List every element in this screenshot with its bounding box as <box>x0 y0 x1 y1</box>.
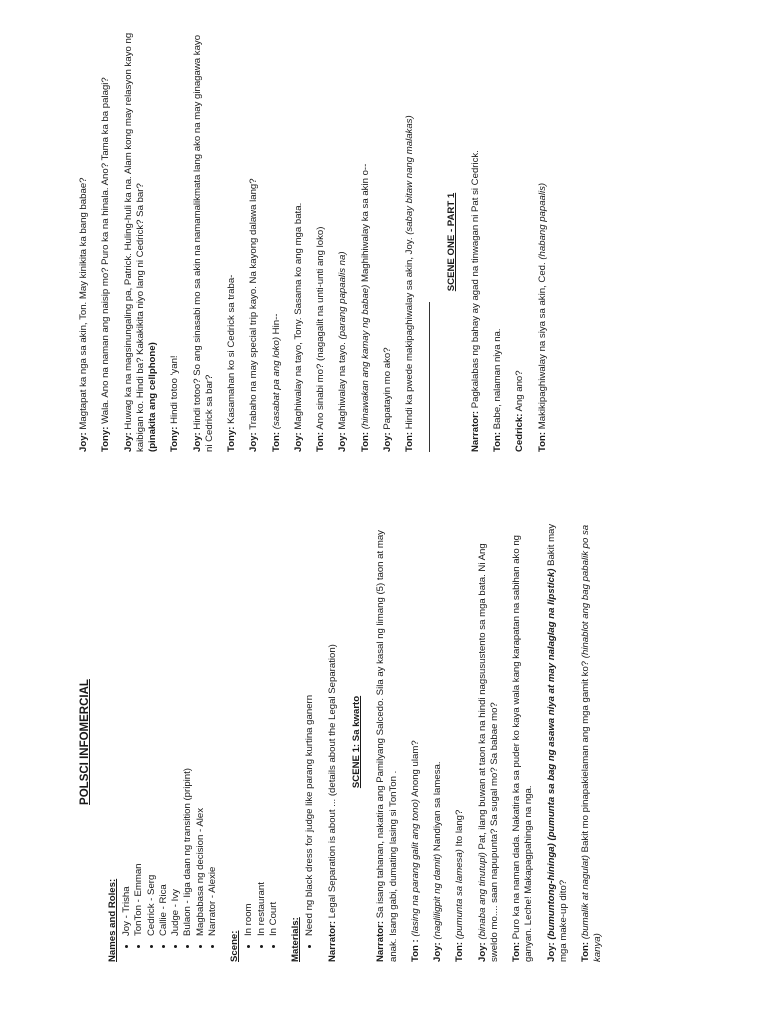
dialogue-line <box>360 32 372 452</box>
role-item: • Bulaon - Iiga daan ng transition (pripint) <box>182 522 194 936</box>
dialogue-line <box>315 32 327 452</box>
left-column <box>78 522 768 962</box>
line-text: Maghiwalay na tayo, Tony. Sasama ko ang mga bata. <box>292 202 304 433</box>
dialogue-line <box>337 32 349 452</box>
speaker: Ton: <box>404 431 416 452</box>
dialogue-line <box>511 522 536 962</box>
dialogue-line <box>477 522 502 962</box>
stage-direction: (sasabat pa ang loko) <box>270 336 282 432</box>
line-text: Ito lang? <box>454 809 466 850</box>
scene-one-part-1-heading: SCENE ONE - PART 1 <box>445 192 457 292</box>
speaker: Joy: <box>78 432 89 452</box>
dialogue-line <box>514 32 526 452</box>
speaker: Joy: <box>545 942 557 962</box>
line-text: Hindi ka pwede makipaghiwalay sa akin, Joy. <box>404 237 416 432</box>
role-item: • Narrator - Alexie <box>207 522 219 936</box>
separator-line <box>429 302 430 452</box>
line-text: Pagkalabas ng bahay ay agad na tinwagan ni Pat si Cedrick. <box>469 150 481 411</box>
scene-list <box>243 522 280 962</box>
speaker: Cedrick: <box>514 413 526 452</box>
scene-item: • In room <box>243 522 255 936</box>
line-text: Legal Separation is about ... (details about the Legal Separation) <box>326 644 338 921</box>
dialogue-line <box>78 32 90 452</box>
speaker: Ton: <box>511 941 523 962</box>
dialogue-line <box>470 32 482 452</box>
scene-header: Scene: <box>229 930 241 962</box>
speaker: Ton: <box>270 431 282 452</box>
line-text: Wala. Ano na naman ang naisip mo? Puro ka na hinala. Ano? Tama ka ba palagi? <box>100 77 112 427</box>
dialogue-line <box>100 32 112 452</box>
dialogue-line <box>454 522 466 962</box>
line-text: Hindi totoo 'yan! <box>169 355 181 427</box>
speaker: Joy: <box>191 432 203 452</box>
dialogue-line <box>375 522 400 962</box>
line-text: Trabaho na may special trip kayo. Na kayong dalawa lang? <box>248 178 260 433</box>
stage-direction: (sabay bitaw nang malakas) <box>404 115 416 238</box>
line-text: Hindi totoo? So ang sinasabi mo sa akin na namamalikmata lang ako na may ginagawa kayo ni Cedrick sa bar? <box>191 34 215 452</box>
line-text: Makikipaghiwalay na siya sa akin, Ced. <box>536 262 548 432</box>
speaker: Tony: <box>226 426 238 452</box>
stage-direction: (bumuntong-hininga) (pumunta sa bag ng asawa niya at may nalaglag na lipstick) <box>545 568 557 943</box>
dialogue-line <box>248 32 260 452</box>
scene-1-heading: SCENE 1: Sa kwarto <box>350 695 362 789</box>
speaker: Joy: <box>122 432 134 452</box>
speaker: Narrator: <box>326 920 338 962</box>
stage-direction: (hinawakan ang kamay ng babae) <box>359 284 371 432</box>
speaker: Ton: <box>359 431 371 452</box>
role-item: • Callie - Rica <box>158 522 170 936</box>
line-text: Puro ka na naman dada. Nakatira ka sa puder ko kaya wala kang karapatan na sabihan ako ng ganyan. Leche! Makapagpahinga na nga. <box>511 534 535 962</box>
speaker: Ton: <box>536 431 548 452</box>
speaker: Joy: <box>432 942 444 962</box>
dialogue-line <box>382 32 394 452</box>
line-text: Maghiwalay na tayo. <box>337 342 349 433</box>
line-text: Bakit may mga make-up dito? <box>545 523 569 962</box>
stage-direction: (habang papaalis) <box>536 182 548 263</box>
role-item: • Magbabasa ng decision - Alex <box>195 522 207 936</box>
dialogue-line <box>492 32 504 452</box>
dialogue-line <box>293 32 305 452</box>
role-item: • Joy - Trisha <box>121 522 133 936</box>
line-text: Sa isang tahanan, nakatira ang Pamilyang Salcedo. Sila ay kasal ng limang (5) taon at may anak. Isang gabi, dumating lasing si TonTon . <box>375 530 399 962</box>
scene-item: • In restaurant <box>256 522 268 936</box>
stage-direction: (binaba ang tinutupi) <box>476 852 488 943</box>
line-text: Hin-- <box>270 313 282 337</box>
line-text: Bakit mo pinapakielaman ang mga gamit ko? <box>580 660 592 855</box>
speaker: Narrator: <box>469 410 481 452</box>
line-text: Nandiyan sa lamesa. <box>432 761 444 854</box>
narrator-intro <box>327 522 339 962</box>
line-text: Huwag ka na magsinungaling pa, Patrick. Huling-huli ka na. Alam kong may relasyon kayo ng kaibigan ko. Hindi ba? Kakakikita niyo lang ni Cedrick? Sa bar? <box>122 32 146 452</box>
role-item: • TonTon - Emman <box>133 522 145 936</box>
dialogue-line <box>226 32 238 452</box>
materials-header: Materials: <box>290 917 302 962</box>
speaker: Ton: <box>580 941 592 962</box>
materials-list <box>304 522 316 962</box>
stage-direction: (hinablot ang bag pabalik po sa kanya) <box>580 524 604 962</box>
line-text: Anong ulam? <box>409 740 421 799</box>
material-item: • Need ng black dress for judge like parang kurtina ganern <box>304 522 316 936</box>
speaker: Joy: <box>381 432 393 452</box>
dialogue-line <box>432 522 444 962</box>
speaker: Joy: <box>248 432 260 452</box>
right-column <box>78 32 768 452</box>
dialogue-line <box>404 32 416 452</box>
speaker: Ton : <box>409 939 421 962</box>
roles-header: Names and Roles: <box>106 878 118 962</box>
stage-direction: (lasing na parang galit ang tono) <box>409 798 421 940</box>
dialogue-line <box>580 522 605 962</box>
role-item: • Cedrick - Serg <box>146 522 158 936</box>
line-text: Maghihiwalay ka sa akin o-- <box>359 163 371 285</box>
line-text: Babe, nalaman niya na. <box>492 328 504 432</box>
speaker: Tony: <box>100 426 112 452</box>
speaker: Joy: <box>476 942 488 962</box>
dialogue-line <box>169 32 181 452</box>
speaker: Ton: <box>315 431 327 452</box>
stage-direction: (bumalik at nagulat) <box>580 855 592 942</box>
speaker: Joy: <box>337 432 349 452</box>
dialogue-line <box>271 32 283 452</box>
speaker: Tony: <box>169 426 181 452</box>
roles-list <box>121 522 219 962</box>
stage-direction: (pumunta sa lamesa) <box>454 849 466 942</box>
line-text: Papatayin mo ako? <box>381 347 393 433</box>
line-text: Pat, ilang buwan at taon ka na hindi nagsusustento sa mga bata. Ni Ang sweldo mo.... saan napupunta? Sa sugal mo? Sa babae mo? <box>476 543 500 962</box>
speaker: Ton: <box>492 431 504 452</box>
speaker: Ton: <box>454 941 466 962</box>
dialogue-line <box>537 32 549 452</box>
line-text: Magtapat ka nga sa akin, Ton. May kinikita ka bang babae? <box>78 177 89 433</box>
dialogue-line <box>192 32 217 452</box>
speaker: Joy: <box>292 432 304 452</box>
role-item: • Judge - Ivy <box>170 522 182 936</box>
stage-direction: (nagliligpit ng damit) <box>432 853 444 943</box>
dialogue-line <box>410 522 422 962</box>
dialogue-line <box>546 522 571 962</box>
line-text: Ang ano? <box>514 370 526 414</box>
line-text: Ano sinabi mo? (nagagalit na unti-unti ang loko) <box>315 226 327 432</box>
scene-item: • In Court <box>268 522 280 936</box>
dialogue-line <box>123 32 160 452</box>
line-text: Kasamahan ko si Cedrick sa traba- <box>226 274 238 427</box>
speaker: Narrator: <box>375 920 387 962</box>
document-title: POLSCI INFOMERCIAL <box>79 679 91 805</box>
stage-direction: (pinakita ang cellphone) <box>147 342 159 452</box>
stage-direction: (parang papaalis na) <box>337 251 349 343</box>
